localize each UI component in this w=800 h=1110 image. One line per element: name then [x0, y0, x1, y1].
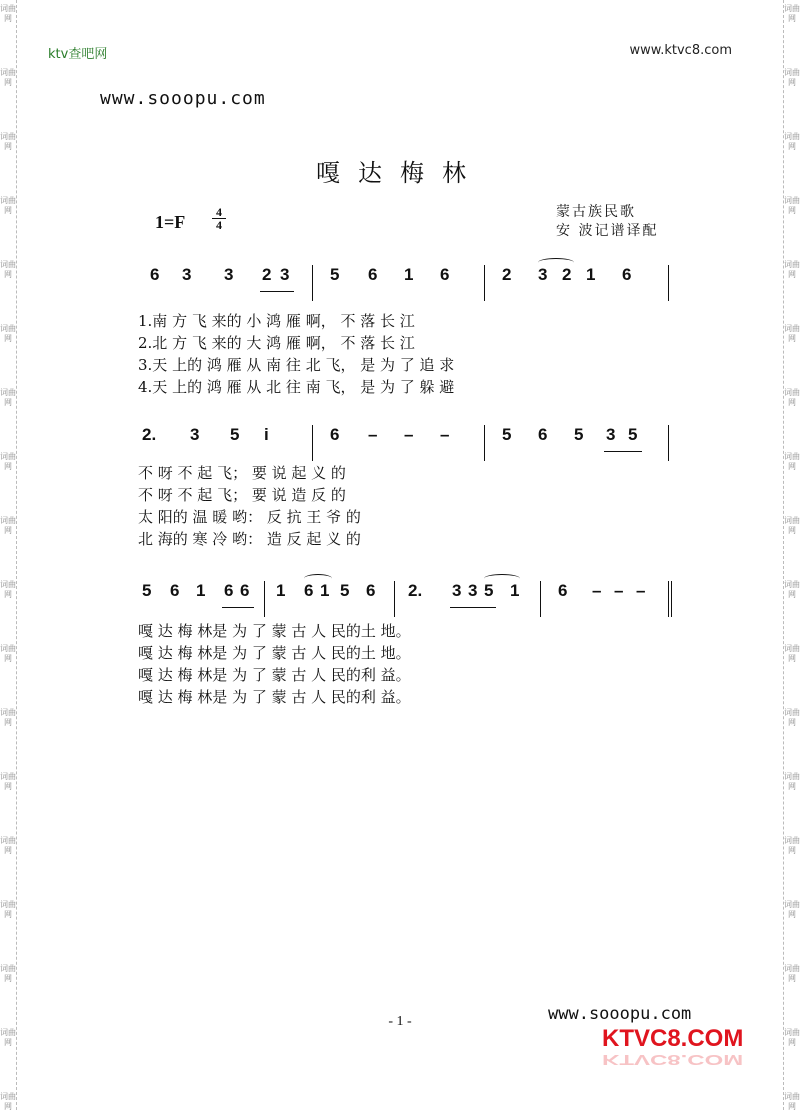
note: 5: [330, 265, 340, 284]
note: 6: [240, 581, 250, 600]
right-margin-watermark: 词曲网 词曲网 词曲网 词曲网 词曲网 词曲网 词曲网 词曲网 词曲网 词曲网 词曲网 词曲网 词曲网 词曲网 词曲网 词曲网 词曲网 词曲网: [783, 0, 800, 1110]
note: –: [614, 581, 624, 600]
meter-top: 4: [212, 206, 226, 219]
song-title: 嘎达梅林: [316, 159, 484, 187]
note: 2: [502, 265, 512, 284]
note: 1: [320, 581, 330, 600]
note: –: [636, 581, 646, 600]
lyric-line: 不 呀 不 起 飞； 要 说 造 反 的: [138, 486, 346, 504]
header-site-name[interactable]: ktv查吧网: [48, 47, 108, 62]
note: 1: [196, 581, 206, 600]
slur: [484, 574, 520, 583]
lyric-line: 2.北 方 飞 来的 大 鸿 雁 啊， 不 落 长 江: [138, 334, 415, 352]
note: 2.: [142, 425, 157, 444]
barline: [312, 425, 313, 461]
song-credits: [556, 203, 658, 241]
beam: [450, 607, 496, 608]
lyric-line: 嘎 达 梅 林是 为 了 蒙 古 人 民的利 益。: [138, 666, 411, 684]
lyrics-block-3: [138, 620, 678, 708]
note: 6: [622, 265, 632, 284]
note: 6: [224, 581, 234, 600]
note: 5: [142, 581, 152, 600]
note: 1: [510, 581, 520, 600]
note: 3: [468, 581, 478, 600]
time-signature: [212, 206, 226, 231]
source-url-top: www.sooopu.com: [100, 88, 266, 109]
note: 5: [340, 581, 350, 600]
beam: [604, 451, 642, 452]
note: 6: [304, 581, 314, 600]
note: 3: [452, 581, 462, 600]
lyric-line: 北 海的 寒 冷 哟： 造 反 起 义 的: [138, 530, 361, 548]
note: 3: [190, 425, 200, 444]
lyric-line: 1.南 方 飞 来的 小 鸿 雁 啊， 不 落 长 江: [138, 312, 415, 330]
note: 5: [628, 425, 638, 444]
header-site-url[interactable]: www.ktvc8.com: [629, 43, 732, 58]
note: 3: [280, 265, 290, 284]
lyrics-block-1: [138, 310, 678, 398]
beam: [222, 607, 254, 608]
lyric-line: 不 呀 不 起 飞； 要 说 起 义 的: [138, 464, 346, 482]
note: 6: [170, 581, 180, 600]
left-margin-watermark: 词曲网 词曲网 词曲网 词曲网 词曲网 词曲网 词曲网 词曲网 词曲网 词曲网 词曲网 词曲网 词曲网 词曲网 词曲网 词曲网 词曲网 词曲网: [0, 0, 17, 1110]
lyric-line: 嘎 达 梅 林是 为 了 蒙 古 人 民的利 益。: [138, 688, 411, 706]
note: 6: [558, 581, 568, 600]
barline: [264, 581, 265, 617]
source-url-bottom: www.sooopu.com: [548, 1004, 692, 1024]
barline: [484, 265, 485, 301]
note: 6: [368, 265, 378, 284]
logo-text: KTVC8.COM: [602, 1025, 744, 1052]
ktvc8-logo: [598, 1024, 748, 1076]
barline: [668, 425, 669, 461]
note: 1: [404, 265, 414, 284]
note: 5: [502, 425, 512, 444]
barline: [394, 581, 395, 617]
lyric-line: 4.天 上的 鸿 雁 从 北 往 南 飞， 是 为 了 躲 避: [138, 378, 455, 396]
note: 3: [224, 265, 234, 284]
note: 3: [606, 425, 616, 444]
key-signature: 1=F: [155, 212, 186, 232]
barline: [668, 265, 669, 301]
barline: [484, 425, 485, 461]
credit-arranger: 安 波记谱译配: [556, 223, 659, 239]
note: 2: [262, 265, 272, 284]
beam: [260, 291, 294, 292]
note: 5: [574, 425, 584, 444]
page-number: - 1 -: [388, 1014, 412, 1029]
notation-row-3: [140, 581, 680, 621]
note: 3: [538, 265, 548, 284]
final-barline: [668, 581, 676, 617]
note: 6: [330, 425, 340, 444]
credit-origin: 蒙古族民歌: [556, 204, 636, 220]
notation-row-1: [140, 265, 680, 305]
lyric-line: 嘎 达 梅 林是 为 了 蒙 古 人 民的土 地。: [138, 644, 411, 662]
notation-row-2: [140, 425, 680, 465]
slur: [304, 574, 332, 583]
note: 6: [440, 265, 450, 284]
note: 2: [562, 265, 572, 284]
slur: [538, 258, 574, 267]
note: 1: [276, 581, 286, 600]
note: 6: [150, 265, 160, 284]
lyric-line: 3.天 上的 鸿 雁 从 南 往 北 飞， 是 为 了 追 求: [138, 356, 455, 374]
note: 6: [366, 581, 376, 600]
lyric-line: 嘎 达 梅 林是 为 了 蒙 古 人 民的土 地。: [138, 622, 411, 640]
note: i: [264, 425, 269, 444]
lyrics-block-2: [138, 462, 678, 550]
note: 1: [586, 265, 596, 284]
note: 5: [230, 425, 240, 444]
meter-bottom: 4: [216, 218, 222, 232]
note: –: [592, 581, 602, 600]
note: 3: [182, 265, 192, 284]
barline: [312, 265, 313, 301]
note: –: [440, 425, 450, 444]
note: –: [404, 425, 414, 444]
note: 5: [484, 581, 494, 600]
lyric-line: 太 阳的 温 暖 哟： 反 抗 王 爷 的: [138, 508, 361, 526]
logo-reflection: KTVC8.COM: [602, 1051, 744, 1068]
note: 2.: [408, 581, 423, 600]
note: 6: [538, 425, 548, 444]
note: –: [368, 425, 378, 444]
barline: [540, 581, 541, 617]
